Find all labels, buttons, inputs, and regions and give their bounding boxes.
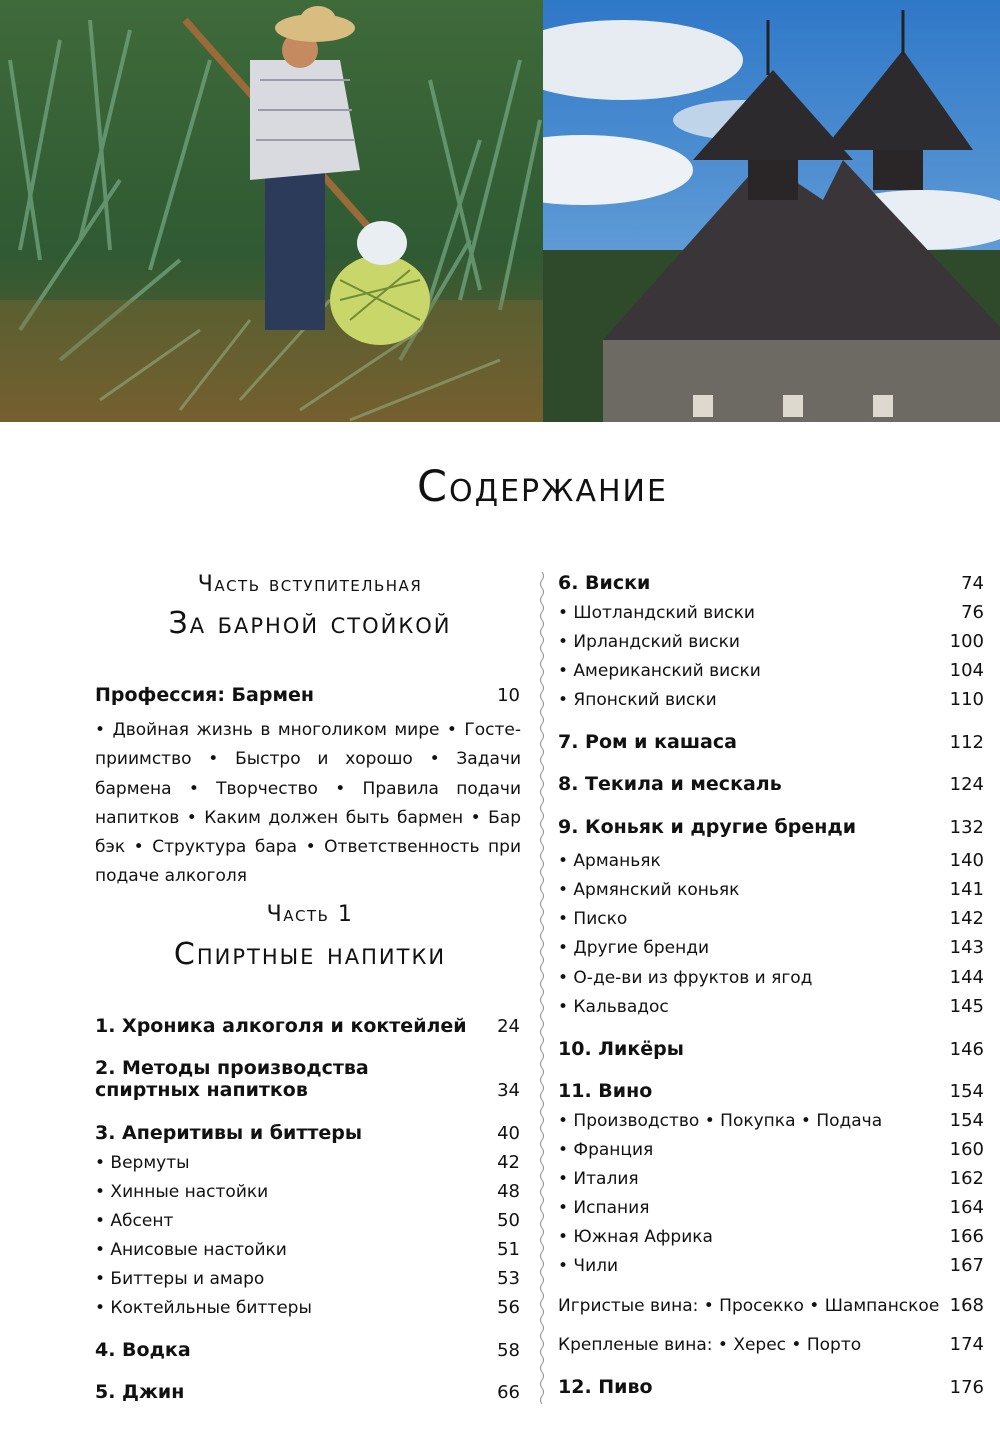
toc-entry-page: 142 bbox=[949, 908, 984, 929]
toc-entry-label: • Ирландский виски bbox=[558, 632, 740, 652]
toc-entry-label: • Вермуты bbox=[95, 1153, 190, 1173]
toc-entry-label: • Франция bbox=[558, 1140, 654, 1160]
toc-entry-label: • Кальвадос bbox=[558, 997, 669, 1017]
toc-entry-label: • О-де-ви из фруктов и ягод bbox=[558, 968, 813, 988]
toc-entry-label: Крепленые вина: • Херес • Порто bbox=[558, 1335, 862, 1355]
intro-topics-paragraph: • Двойная жизнь в многоликом мире • Госте-приимство • Быстро и хорошо • Задачи бармена • Творчество • Правила подачи напитков • Каким должен быть бармен • Бар бэк • Структура бара • Ответственность при подаче алкоголя bbox=[95, 720, 521, 887]
toc-entry-page: 176 bbox=[949, 1377, 984, 1398]
toc-entry-page: 146 bbox=[949, 1039, 984, 1060]
distillery-pagoda-photo bbox=[543, 0, 1000, 422]
toc-entry-label: 11. Вино bbox=[558, 1080, 653, 1102]
toc-subentry[interactable] bbox=[558, 689, 984, 710]
toc-subentry[interactable] bbox=[558, 967, 984, 988]
toc-entry-label: • Производство • Покупка • Подача bbox=[558, 1111, 883, 1131]
toc-entry-page: 58 bbox=[497, 1340, 520, 1361]
toc-entry-label: • Другие бренди bbox=[558, 938, 710, 958]
toc-entry-page: 168 bbox=[949, 1295, 984, 1316]
toc-entry-label: 4. Водка bbox=[95, 1339, 191, 1361]
toc-entry-sparkling[interactable] bbox=[558, 1295, 984, 1316]
toc-entry-page: 160 bbox=[949, 1139, 984, 1160]
agave-harvest-photo bbox=[0, 0, 543, 422]
toc-entry-page: 50 bbox=[497, 1210, 520, 1231]
toc-entry-page: 140 bbox=[949, 850, 984, 871]
toc-entry-page: 124 bbox=[949, 774, 984, 795]
toc-entry-label: 5. Джин bbox=[95, 1381, 185, 1403]
toc-entry-rum[interactable] bbox=[558, 731, 984, 753]
toc-entry-label: Игристые вина: • Просекко • Шампанское bbox=[558, 1296, 940, 1316]
toc-entry-page: 42 bbox=[497, 1152, 520, 1173]
toc-entry-page: 167 bbox=[949, 1255, 984, 1276]
toc-entry-page: 48 bbox=[497, 1181, 520, 1202]
toc-entry-label: • Коктейльные биттеры bbox=[95, 1298, 312, 1318]
toc-entry-page: 164 bbox=[949, 1197, 984, 1218]
toc-entry-page: 143 bbox=[949, 937, 984, 958]
toc-entry-label: • Абсент bbox=[95, 1211, 174, 1231]
toc-entry-label: 8. Текила и мескаль bbox=[558, 773, 782, 795]
toc-entry-page: 74 bbox=[961, 573, 984, 594]
toc-entry-page: 112 bbox=[949, 732, 984, 753]
toc-entry-page: 145 bbox=[949, 996, 984, 1017]
toc-entry-page: 10 bbox=[497, 685, 520, 706]
toc-entry-label: 12. Пиво bbox=[558, 1376, 653, 1398]
part1-label: Часть 1 bbox=[266, 902, 354, 927]
toc-entry-label: • Шотландский виски bbox=[558, 603, 755, 623]
toc-entry-page: 110 bbox=[949, 689, 984, 710]
toc-entry-production[interactable] bbox=[95, 1057, 520, 1101]
toc-subentry[interactable] bbox=[558, 602, 984, 623]
toc-subentry[interactable] bbox=[558, 1255, 984, 1276]
toc-entry-beer[interactable] bbox=[558, 1376, 984, 1398]
toc-entry-page: 162 bbox=[949, 1168, 984, 1189]
toc-subentry[interactable] bbox=[95, 1181, 520, 1202]
toc-entry-tequila[interactable] bbox=[558, 773, 984, 795]
toc-entry-label: • Чили bbox=[558, 1256, 619, 1276]
toc-entry-page: 40 bbox=[497, 1123, 520, 1144]
toc-entry-label: 3. Аперитивы и биттеры bbox=[95, 1122, 363, 1144]
toc-subentry[interactable] bbox=[558, 1110, 984, 1131]
toc-entry-gin[interactable] bbox=[95, 1381, 520, 1403]
toc-entry-page: 51 bbox=[497, 1239, 520, 1260]
toc-subentry[interactable] bbox=[95, 1268, 520, 1289]
intro-part-label: Часть вступительная bbox=[197, 572, 423, 597]
toc-subentry[interactable] bbox=[558, 660, 984, 681]
toc-entry-page: 132 bbox=[949, 817, 984, 838]
toc-entry-page: 144 bbox=[949, 967, 984, 988]
column-divider bbox=[538, 572, 546, 1408]
toc-subentry[interactable] bbox=[95, 1210, 520, 1231]
toc-entry-page: 66 bbox=[497, 1382, 520, 1403]
toc-entry-page: 141 bbox=[949, 879, 984, 900]
toc-entry-page: 166 bbox=[949, 1226, 984, 1247]
toc-entry-page: 76 bbox=[961, 602, 984, 623]
toc-entry-profession[interactable] bbox=[95, 684, 520, 706]
toc-entry-label: 7. Ром и кашаса bbox=[558, 731, 737, 753]
toc-subentry[interactable] bbox=[558, 908, 984, 929]
toc-entry-label: • Арманьяк bbox=[558, 851, 661, 871]
toc-entry-label-line2: спиртных напитков bbox=[95, 1079, 308, 1101]
toc-entry-aperitifs[interactable] bbox=[95, 1122, 520, 1144]
toc-entry-page: 34 bbox=[497, 1080, 520, 1101]
intro-part-title: За барной стойкой bbox=[168, 606, 452, 641]
toc-entry-label: 6. Виски bbox=[558, 572, 651, 594]
header-photos bbox=[0, 0, 1000, 422]
toc-entry-label: 1. Хроника алкоголя и коктейлей bbox=[95, 1015, 467, 1037]
toc-entry-label: Профессия: Бармен bbox=[95, 684, 314, 706]
toc-entry-label: • Хинные настойки bbox=[95, 1182, 269, 1202]
toc-entry-fortified[interactable] bbox=[558, 1334, 984, 1355]
toc-entry-label: • Писко bbox=[558, 909, 628, 929]
toc-subentry[interactable] bbox=[95, 1152, 520, 1173]
toc-subentry[interactable] bbox=[558, 631, 984, 652]
toc-entry-page: 100 bbox=[949, 631, 984, 652]
toc-subentry[interactable] bbox=[558, 879, 984, 900]
toc-entry-label: • Южная Африка bbox=[558, 1227, 713, 1247]
toc-entry-label: • Италия bbox=[558, 1169, 639, 1189]
toc-subentry[interactable] bbox=[558, 1226, 984, 1247]
toc-subentry[interactable] bbox=[558, 1139, 984, 1160]
toc-entry-label-line1: 2. Методы производства bbox=[95, 1057, 369, 1079]
toc-entry-label bbox=[95, 1057, 369, 1101]
toc-subentry[interactable] bbox=[558, 937, 984, 958]
toc-entry-label: • Испания bbox=[558, 1198, 650, 1218]
toc-subentry[interactable] bbox=[95, 1239, 520, 1260]
toc-entry-label: • Японский виски bbox=[558, 690, 717, 710]
toc-entry-label: 9. Коньяк и другие бренди bbox=[558, 816, 857, 838]
toc-subentry[interactable] bbox=[95, 1297, 520, 1318]
toc-subentry[interactable] bbox=[558, 996, 984, 1017]
toc-entry-page: 174 bbox=[949, 1334, 984, 1355]
toc-entry-page: 154 bbox=[949, 1081, 984, 1102]
toc-entry-wine[interactable] bbox=[558, 1080, 984, 1102]
toc-subentry[interactable] bbox=[558, 1168, 984, 1189]
toc-entry-label: • Биттеры и амаро bbox=[95, 1269, 265, 1289]
part1-title: Спиртные напитки bbox=[173, 937, 447, 972]
toc-entry-label: • Анисовые настойки bbox=[95, 1240, 287, 1260]
toc-entry-brandy[interactable] bbox=[558, 816, 984, 838]
toc-entry-page: 154 bbox=[949, 1110, 984, 1131]
toc-entry-liqueurs[interactable] bbox=[558, 1038, 984, 1060]
toc-entry-page: 53 bbox=[497, 1268, 520, 1289]
toc-entry-label: 10. Ликёры bbox=[558, 1038, 684, 1060]
page-title: Содержание bbox=[417, 462, 668, 512]
toc-entry-page: 56 bbox=[497, 1297, 520, 1318]
toc-entry-label: • Американский виски bbox=[558, 661, 761, 681]
toc-entry-page: 24 bbox=[497, 1016, 520, 1037]
toc-entry-whisky[interactable] bbox=[558, 572, 984, 594]
toc-subentry[interactable] bbox=[558, 850, 984, 871]
toc-entry-label: • Армянский коньяк bbox=[558, 880, 740, 900]
toc-entry-vodka[interactable] bbox=[95, 1339, 520, 1361]
toc-entry-page: 104 bbox=[949, 660, 984, 681]
toc-entry-history[interactable] bbox=[95, 1015, 520, 1037]
toc-subentry[interactable] bbox=[558, 1197, 984, 1218]
